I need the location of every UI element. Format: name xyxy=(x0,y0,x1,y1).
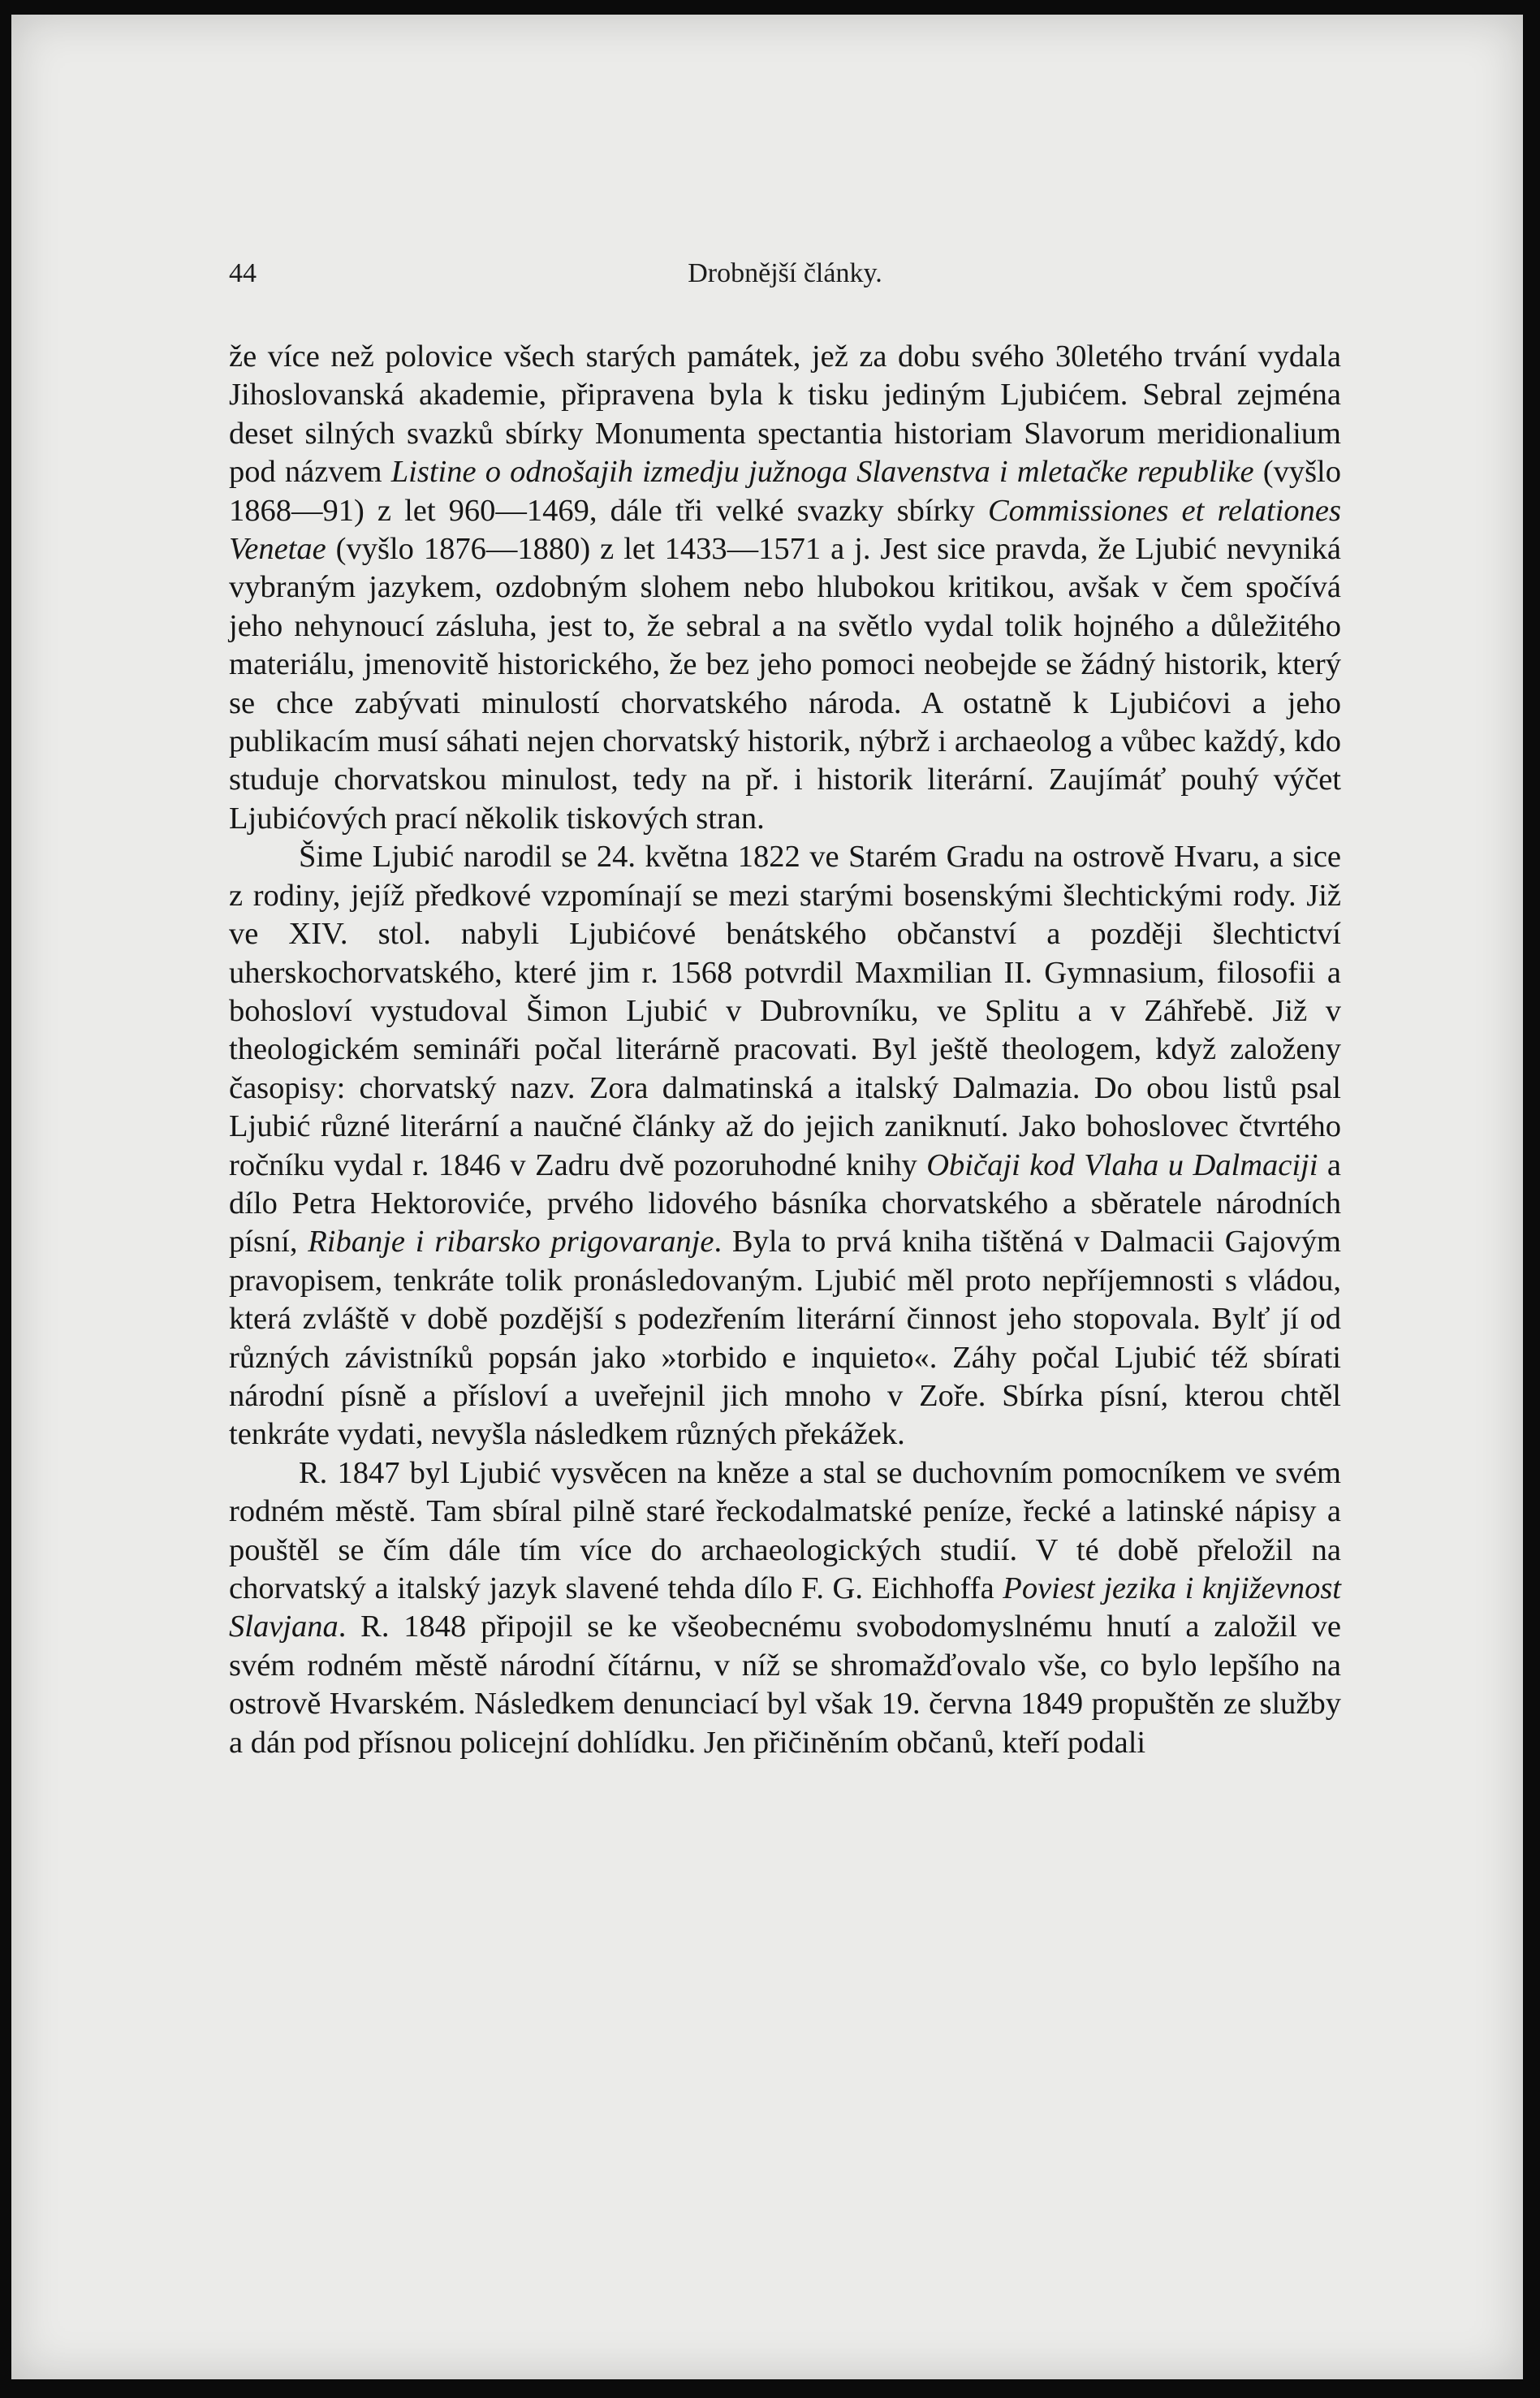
text-run: R. 1847 byl Ljubić vysvěcen na kněze a stal se duchovním pomocníkem ve svém rodném městě. Tam sbíral pilně staré řeckodalmatské peníze, řecké a latinské nápisy a pouštěl se čím dále tím více do archaeologických studií. V té době přeložil na chorvatský a italský jazyk slavené tehda dílo F. G. Eichhoffa xyxy=(229,1455,1341,1605)
text-run: a dílo Petra Hektoroviće, prvého lidového básníka chorvatského a sběratele národních písní, xyxy=(229,1147,1342,1259)
paragraph-2 xyxy=(229,838,1341,1454)
scanned-page xyxy=(11,15,1523,2379)
title-listine: Listine o odnošajih izmedju južnoga Slavenstva i mletačke republike xyxy=(390,455,1254,490)
title-obicaji: Običaji kod Vlaha u Dalmaciji xyxy=(926,1147,1318,1182)
text-run: Šime Ljubić narodil se 24. května 1822 ve Starém Gradu na ostrově Hvaru, a sice z rodiny, jejíž předkové vzpomínají se mezi starými bosenskými šlechtickými rody. Již ve XIV. stol. nabyli Ljubićové benátského občanství a později šlechtictví uherskochorvatského, které jim r. 1568 potvrdil Maxmilian II. Gymnasium, filosofii a bohosloví vystudoval Šimon Ljubić v Dubrovníku, ve Splitu a v Záhřebě. Již v theologickém semináři počal literárně pracovati. Byl ještě theologem, když založeny časopisy: chorvatský nazv. Zora dalmatinská a italský Dalmazia. Do obou listů psal Ljubić různé literární a naučné články až do jejich zaniknutí. Jako bohoslovec čtvrtého ročníku vydal r. 1846 v Zadru dvě pozoruhodné knihy xyxy=(229,840,1341,1182)
text-run: (vyšlo 1876—1880) z let 1433—1571 a j. Jest sice pravda, že Ljubić nevyniká vybraným jazykem, ozdobným slohem nebo hlubokou kritikou, avšak v čem spočívá jeho nehynoucí zásluha, jest to, že sebral a na světlo vydal tolik hojného a důležitého materiálu, jmenovitě historického, že bez jeho pomoci neobejde se žádný historik, který se chce zabývati minulostí chorvatského národa. A ostatně k Ljubićovi a jeho publikacím musí sáhati nejen chorvatský historik, nýbrž i archaeolog a vůbec každý, kdo studuje chorvatskou minulost, tedy na př. i historik literární. Zaujímáť pouhý výčet Ljubićových prací několik tiskových stran. xyxy=(229,532,1341,836)
title-poviest: Poviest jezika i književnost Slavjana xyxy=(229,1571,1342,1644)
text-run: . R. 1848 připojil se ke všeobecnému svobodomyslnému hnutí a založil ve svém rodném městě národní čítárnu, v níž se shromažďovalo vše, co bylo lepšího na ostrově Hvarském. Následkem denunciací byl však 19. června 1849 propuštěn ze služby a dán pod přísnou policejní dohlídku. Jen přičiněním občanů, kteří podali xyxy=(229,1609,1341,1760)
body-text xyxy=(229,338,1341,1762)
paragraph-1 xyxy=(229,338,1341,838)
text-run: . Byla to prvá kniha tištěná v Dalmacii Gajovým pravopisem, tenkráte tolik pronásledovaným. Ljubić měl proto nepříjemnosti s vládou, která zvláště v době pozdější s podezřením literární činnost jeho stopovala. Bylť jí od různých závistníků popsán jako »torbido e inquieto«. Záhy počal Ljubić též sbírati národní písně a přísloví a uveřejnil jich mnoho v Zoře. Sbírka písní, kterou chtěl tenkráte vydati, nevyšla následkem různých překážek. xyxy=(229,1225,1341,1452)
text-run: že více než polovice všech starých památek, jež za dobu svého 30letého trvání vydala Jihoslovanská akademie, připravena byla k tisku jediným Ljubićem. Sebral zejména deset silných svazků sbírky Monumenta spectantia historiam Slavorum meridionalium pod názvem xyxy=(229,339,1341,490)
page-header xyxy=(229,258,1341,307)
title-commissiones: Commissiones et relationes Venetae xyxy=(229,493,1341,567)
page-number: 44 xyxy=(229,258,257,288)
title-ribanje: Ribanje i ribarsko prigovaranje xyxy=(308,1225,714,1259)
running-title: Drobnější články. xyxy=(688,258,882,288)
text-run: (vyšlo 1868—91) z let 960—1469, dále tři velké svazky sbírky xyxy=(229,455,1341,528)
paragraph-3 xyxy=(229,1454,1341,1762)
